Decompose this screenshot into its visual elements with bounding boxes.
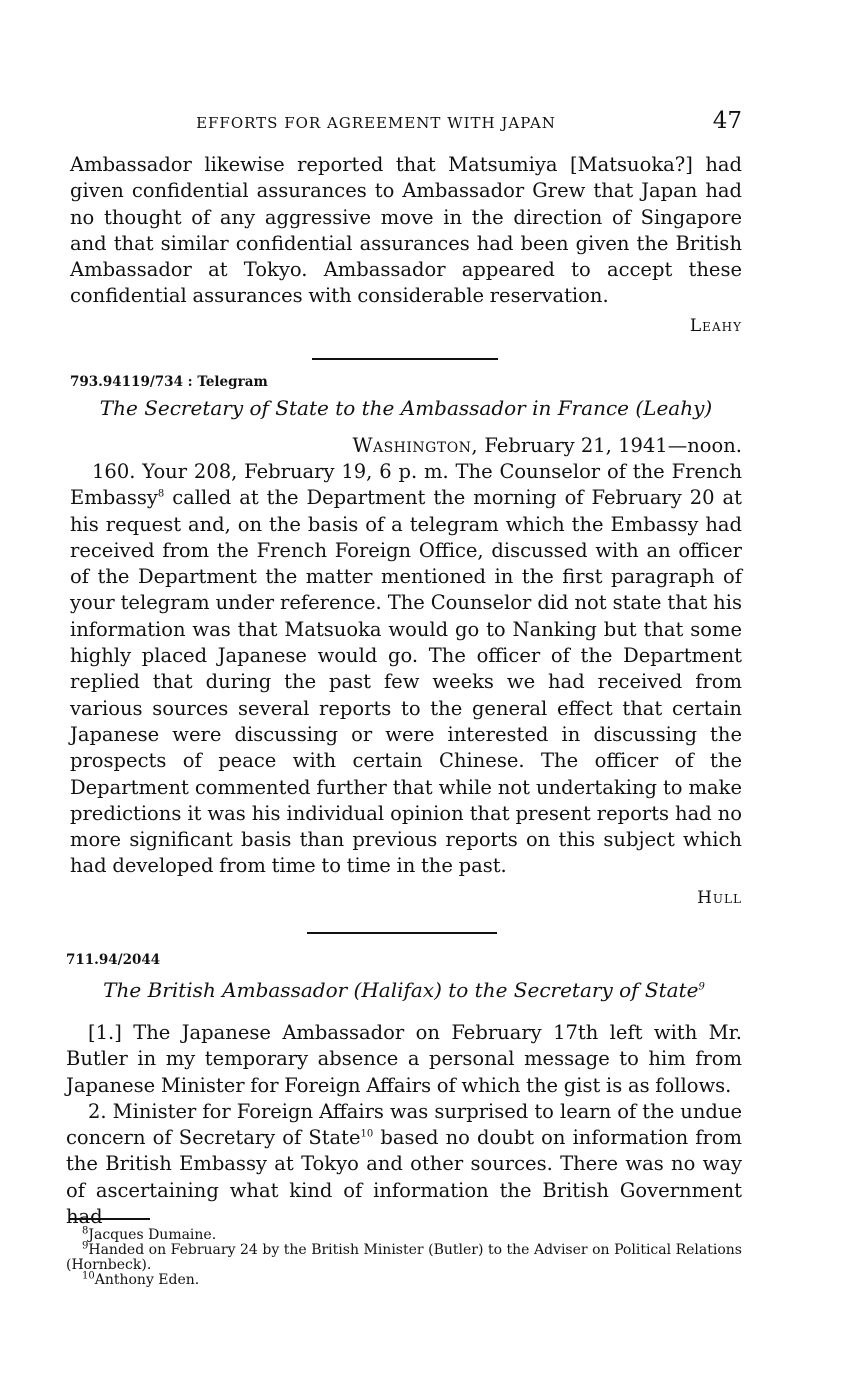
section-halifax: [66, 952, 742, 1230]
document-title: [66, 978, 742, 1002]
telegram-body: [70, 459, 742, 880]
telegram-body-part2: called at the Department the morning of February 20 at his request and, on the basis of a telegram which the Embassy had received from the French Foreign Office, discussed with an officer of the Department the matter mentioned in the first paragraph of your telegram under reference. The Counselor did not state that his information was that Matsuoka would go to Nanking but that some highly placed Japanese would go. The officer of the Department replied that during the past few weeks we had received from various sources several reports to the general effect that certain Japanese were discussing or were interested in discussing the prospects of peace with certain Chinese. The officer of the Department commented further that while not undertaking to make predictions it was his individual opinion that present reports had no more significant basis than previous reports on this subject which had developed from time to time in the past.: [70, 486, 742, 878]
section-telegram-hull: [70, 374, 742, 908]
footnote-ref-9: 9: [698, 981, 705, 993]
dateline-place: Washington,: [352, 434, 479, 457]
footnote-mark: 8: [82, 1225, 89, 1237]
document-title-text: The British Ambassador (Halifax) to the Secretary of State: [103, 978, 699, 1002]
telegram-body-part1: 160. Your 208, February 19, 6 p. m. The Counselor of the French Embassy: [70, 460, 742, 510]
running-head: [70, 108, 742, 138]
footnote-9: [66, 1240, 742, 1273]
dateline: [70, 434, 742, 457]
signature-hull: Hull: [697, 887, 742, 908]
footnotes: [66, 1225, 742, 1288]
continuation-paragraph: Ambassador likewise reported that Matsumiya [Matsuoka?] had given confidential assurances to Ambassador Grew that Japan had no thought of any aggressive move in the direction of Singapore and that similar confidential assurances had been given the British Ambassador at Tokyo. Ambassador appeared to accept these confidential assurances with considerable reservation.: [70, 153, 742, 308]
file-number: 711.94/2044: [66, 952, 161, 968]
file-number: 793.94119/734 : Telegram: [70, 374, 268, 390]
footnote-text: Handed on February 24 by the British Minister (Butler) to the Adviser on Political Relations (Hornbeck).: [66, 1242, 742, 1273]
document-title: The Secretary of State to the Ambassador in France (Leahy): [99, 396, 713, 420]
footnote-text: Jacques Dumaine.: [88, 1227, 217, 1243]
footnote-rule: [70, 1218, 150, 1220]
running-title: EFFORTS FOR AGREEMENT WITH JAPAN: [196, 114, 556, 132]
paragraph-2-part1: 2. Minister for Foreign Affairs was surprised to learn of the undue concern of Secretary of State: [66, 1099, 742, 1150]
page-number: 47: [712, 108, 742, 134]
section-leahy-continuation: [70, 152, 742, 336]
footnote-ref-10: 10: [360, 1128, 374, 1140]
footnote-ref-8: 8: [157, 488, 165, 500]
paragraph-1: [1.] The Japanese Ambassador on February 17th left with Mr. Butler in my temporary absence a personal message to him from Japanese Minister for Foreign Affairs of which the gist is as follows.: [66, 1021, 742, 1097]
paragraph-2-part2: based no doubt on information from the British Embassy at Tokyo and other sources. There was no way of ascertaining what kind of information the British Government had: [66, 1126, 742, 1229]
footnote-10: [66, 1270, 742, 1288]
footnote-text: Anthony Eden.: [94, 1272, 200, 1288]
section-divider: [307, 932, 497, 934]
dateline-date: February 21, 1941—noon.: [484, 434, 742, 457]
paragraph-2: [66, 1099, 742, 1230]
footnote-8: [66, 1225, 742, 1243]
footnote-mark: 9: [82, 1240, 89, 1252]
section-divider: [312, 358, 498, 360]
footnote-mark: 10: [82, 1270, 95, 1282]
signature-leahy: Leahy: [689, 315, 742, 336]
